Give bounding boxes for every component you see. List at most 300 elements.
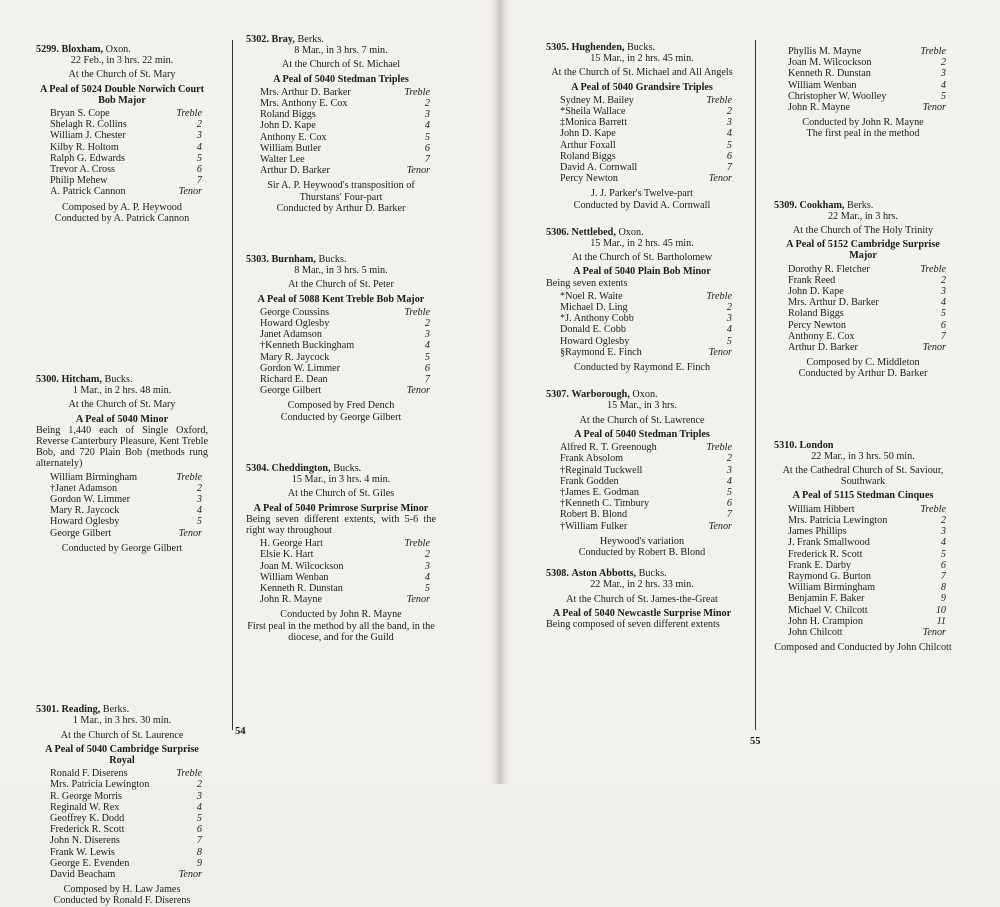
ringer-row xyxy=(788,91,946,102)
ringer-row xyxy=(560,151,732,162)
bell-number: 6 xyxy=(196,164,202,176)
bell-number: Treble xyxy=(176,768,202,780)
ringer-list xyxy=(36,472,208,539)
record-note: Conducted by David A. Cornwall xyxy=(573,199,711,211)
record-date: 15 Mar., in 3 hrs. xyxy=(607,400,677,412)
ringer-row xyxy=(260,374,430,385)
ringer-name: Kenneth R. Dunstan xyxy=(260,582,343,594)
peal-title: A Peal of 5152 Cambridge Surprise Major xyxy=(786,239,940,262)
ringer-name: Howard Oglesby xyxy=(260,318,330,330)
ringer-name: David Beacham xyxy=(50,868,116,880)
record-number: 5309. xyxy=(774,199,797,211)
bell-number: 7 xyxy=(196,175,202,187)
record-date: 8 Mar., in 3 hrs. 5 min. xyxy=(294,265,388,277)
ringer-name: David A. Cornwall xyxy=(560,162,638,174)
ringer-name: Kilby R. Holtom xyxy=(50,141,119,153)
bell-number: 4 xyxy=(940,79,946,91)
ringer-name: Mrs. Patricia Lewington xyxy=(50,779,150,791)
record-place: London xyxy=(799,439,834,451)
ringer-row xyxy=(260,165,430,176)
bell-number: 5 xyxy=(424,582,430,594)
ringer-name: §Raymond E. Finch xyxy=(560,346,642,358)
bell-number: 3 xyxy=(424,560,430,572)
ringer-row xyxy=(50,142,202,153)
ringer-row xyxy=(788,68,946,79)
ringer-row xyxy=(560,162,732,173)
peal-record xyxy=(774,440,952,654)
ringer-row xyxy=(788,286,946,297)
ringer-name: Trevor A. Cross xyxy=(50,164,116,176)
ringer-name: A. Patrick Cannon xyxy=(50,186,126,198)
bell-number: Treble xyxy=(404,538,430,550)
ringer-name: Frank Reed xyxy=(788,274,836,286)
ringer-name: H. George Hart xyxy=(260,538,323,550)
ringer-row xyxy=(788,320,946,331)
ringer-name: Arthur D. Barker xyxy=(788,342,858,354)
record-note: Composed by H. Law James xyxy=(63,884,181,896)
record-note: Conducted by Raymond E. Finch xyxy=(573,362,711,374)
bell-number: 3 xyxy=(424,109,430,121)
ringer-list xyxy=(246,307,436,397)
record-heading xyxy=(546,568,738,579)
ringer-name: Mrs. Arthur D. Barker xyxy=(260,86,351,98)
ringer-name: Christopher W. Woolley xyxy=(788,90,887,102)
ringer-row xyxy=(260,549,430,560)
bell-number: Treble xyxy=(706,442,732,454)
record-church: At the Church of St. Mary xyxy=(68,69,176,81)
peal-title: A Peal of 5040 Plain Bob Minor xyxy=(573,266,711,278)
ringer-row xyxy=(260,572,430,583)
record-place: Hughenden, xyxy=(571,42,625,53)
record-county: Bucks. xyxy=(626,42,655,53)
ringer-name: Philip Mehew xyxy=(50,175,108,187)
bell-number: 8 xyxy=(940,582,946,594)
bell-number: 2 xyxy=(196,119,202,131)
bell-number: 4 xyxy=(726,324,732,336)
record-date: 1 Mar., in 2 hrs. 48 min. xyxy=(72,385,172,397)
ringer-row xyxy=(560,95,732,106)
record-heading xyxy=(546,227,738,238)
ringer-name: Mrs. Anthony E. Cox xyxy=(260,98,348,110)
bell-number: 7 xyxy=(726,509,732,521)
peal-record xyxy=(36,44,208,224)
ringer-row xyxy=(260,143,430,154)
ringer-row xyxy=(50,472,202,483)
ringer-row xyxy=(50,153,202,164)
ringer-row xyxy=(788,297,946,308)
ringer-name: Mary R. Jaycock xyxy=(260,351,330,363)
bell-number: Treble xyxy=(176,108,202,120)
ringer-name: †Kenneth Buckingham xyxy=(260,340,355,352)
record-heading xyxy=(546,42,738,53)
ringer-name: John R. Mayne xyxy=(260,594,322,606)
ringer-name: Phyllis M. Mayne xyxy=(788,46,862,57)
record-note: First peal in the method by all the band, in the diocese, and for the Guild xyxy=(247,620,435,643)
ringer-name: Richard E. Dean xyxy=(260,374,328,386)
record-note: Composed by C. Middleton xyxy=(806,357,920,369)
ringer-name: Elsie K. Hart xyxy=(260,549,314,561)
ringer-row xyxy=(560,465,732,476)
bell-number: 2 xyxy=(424,318,430,330)
ringer-name: *J. Anthony Cobb xyxy=(560,313,634,325)
record-church: At the Church of St. Bartholomew xyxy=(571,252,713,264)
ringer-name: Frederick R. Scott xyxy=(788,548,863,560)
bell-number: 5 xyxy=(726,139,732,151)
bell-number: Tenor xyxy=(178,527,202,539)
bell-number: 4 xyxy=(424,340,430,352)
peal-title: A Peal of 5040 Newcastle Surprise Minor xyxy=(552,607,732,619)
record-date: 22 Feb., in 3 hrs. 22 min. xyxy=(70,55,174,67)
peal-title: A Peal of 5040 Stedman Triples xyxy=(273,73,409,85)
ringer-name: John R. Mayne xyxy=(788,102,850,114)
ringer-name: †Kenneth C. Timbury xyxy=(560,498,650,510)
ringer-name: William Wenban xyxy=(788,79,857,91)
bell-number: Treble xyxy=(706,290,732,302)
record-note: Composed and Conducted by John Chilcott xyxy=(774,642,952,654)
record-county: Berks. xyxy=(847,199,874,211)
bell-number: 4 xyxy=(726,475,732,487)
record-church: At the Church of St. James-the-Great xyxy=(566,593,718,605)
record-note: Conducted by Arthur D. Barker xyxy=(798,368,928,380)
ringer-row xyxy=(788,605,946,616)
bell-number: 4 xyxy=(940,297,946,309)
ringer-row xyxy=(560,476,732,487)
record-date: 15 Mar., in 2 hrs. 45 min. xyxy=(590,53,694,65)
ringer-name: Geoffrey K. Dodd xyxy=(50,812,125,824)
ringer-name: Mrs. Arthur D. Barker xyxy=(788,297,879,309)
ringer-name: Gordon W. Limmer xyxy=(50,494,131,506)
ringer-name: George Gilbert xyxy=(50,527,112,539)
bell-number: 2 xyxy=(726,453,732,465)
ringer-name: John D. Kape xyxy=(560,128,616,140)
ringer-row xyxy=(50,494,202,505)
record-number: 5299. xyxy=(36,44,59,55)
bell-number: 5 xyxy=(424,131,430,143)
bell-number: Treble xyxy=(920,263,946,275)
ringer-row xyxy=(260,561,430,572)
record-note: Composed by Fred Dench xyxy=(287,400,395,412)
record-place: Burnham, xyxy=(271,254,316,266)
bell-number: 3 xyxy=(196,130,202,142)
ringer-row xyxy=(788,57,946,68)
record-place: Bray, xyxy=(271,34,295,45)
record-church: At the Church of St. Laurence xyxy=(60,729,184,741)
peal-description: Being composed of seven different extents xyxy=(546,618,720,630)
bell-number: 2 xyxy=(726,106,732,118)
ringer-list xyxy=(546,95,738,185)
peal-record xyxy=(36,374,208,554)
ringer-row xyxy=(50,175,202,186)
record-heading xyxy=(774,200,952,211)
ringer-row xyxy=(260,154,430,165)
record-note: Conducted by Robert B. Blond xyxy=(578,546,706,558)
ringer-name: Benjamin F. Baker xyxy=(788,593,865,605)
bell-number: Treble xyxy=(176,471,202,483)
peal-title: A Peal of 5040 Grandsire Triples xyxy=(571,81,713,93)
bell-number: Tenor xyxy=(178,186,202,198)
ringer-row xyxy=(560,128,732,139)
record-church: At the Church of St. Giles xyxy=(287,488,395,500)
record-note: Conducted by John R. Mayne xyxy=(802,117,924,129)
record-number: 5308. xyxy=(546,568,569,580)
ringer-name: †Reginald Tuckwell xyxy=(560,464,643,476)
record-county: Berks. xyxy=(102,704,130,716)
ringer-row xyxy=(560,347,732,358)
record-date: 22 Mar., in 3 hrs. 50 min. xyxy=(811,450,915,462)
record-date: 15 Mar., in 3 hrs. 4 min. xyxy=(291,474,391,486)
ringer-row xyxy=(50,186,202,197)
ringer-row xyxy=(50,869,202,880)
bell-number: 5 xyxy=(940,90,946,102)
peal-record xyxy=(246,34,436,214)
ringer-row xyxy=(560,509,732,520)
bell-number: 2 xyxy=(940,514,946,526)
ringer-row xyxy=(788,560,946,571)
ringer-row xyxy=(560,498,732,509)
ringer-name: Anthony E. Cox xyxy=(260,131,327,143)
bell-number: Tenor xyxy=(406,385,430,397)
record-heading xyxy=(774,440,952,451)
ringer-list xyxy=(36,108,208,198)
bell-number: 7 xyxy=(940,570,946,582)
ringer-row xyxy=(788,331,946,342)
bell-number: 7 xyxy=(940,330,946,342)
bell-number: 2 xyxy=(940,57,946,69)
ringer-name: R. George Morris xyxy=(50,790,122,802)
ringer-name: Bryan S. Cope xyxy=(50,108,110,120)
bell-number: Treble xyxy=(404,306,430,318)
record-church: At the Church of St. Michael and All Angels xyxy=(551,67,733,79)
ringer-row xyxy=(788,102,946,113)
ringer-name: Joan M. Wilcockson xyxy=(260,560,344,572)
bell-number: Tenor xyxy=(922,342,946,354)
bell-number: Treble xyxy=(404,86,430,98)
ringer-row xyxy=(260,87,430,98)
bell-number: 3 xyxy=(940,526,946,538)
column-4 xyxy=(774,44,952,653)
bell-number: 3 xyxy=(196,790,202,802)
ringer-row xyxy=(788,549,946,560)
peal-title: A Peal of 5024 Double Norwich Court Bob Major xyxy=(39,83,205,106)
ringer-name: Percy Newton xyxy=(788,319,846,331)
ringer-name: Michael D. Ling xyxy=(560,302,628,314)
ringer-name: William Wenban xyxy=(260,571,329,583)
record-note: Conducted by George Gilbert xyxy=(61,542,183,554)
ringer-row xyxy=(560,324,732,335)
ringer-row xyxy=(50,835,202,846)
ringer-name: Walter Lee xyxy=(260,154,305,166)
ringer-name: William Birmingham xyxy=(788,582,876,594)
bell-number: 2 xyxy=(196,779,202,791)
ringer-name: †Janet Adamson xyxy=(50,482,118,494)
ringer-row xyxy=(50,483,202,494)
record-note: Conducted by Ronald F. Diserens xyxy=(53,895,191,907)
bell-number: 2 xyxy=(940,274,946,286)
record-number: 5310. xyxy=(774,439,797,451)
record-date: 8 Mar., in 3 hrs. 7 min. xyxy=(294,45,388,57)
record-heading xyxy=(36,44,208,55)
record-note: Conducted by Arthur D. Barker xyxy=(276,202,406,214)
ringer-row xyxy=(560,442,732,453)
bell-number: Tenor xyxy=(708,346,732,358)
record-number: 5304. xyxy=(246,462,269,474)
ringer-row xyxy=(560,106,732,117)
ringer-row xyxy=(50,779,202,790)
ringer-row xyxy=(260,583,430,594)
ringer-list xyxy=(774,264,952,354)
bell-number: 8 xyxy=(196,846,202,858)
record-number: 5303. xyxy=(246,254,269,266)
ringer-row xyxy=(50,824,202,835)
bell-number: 10 xyxy=(935,604,946,616)
record-note: Conducted by A. Patrick Cannon xyxy=(54,212,190,224)
bell-number: 2 xyxy=(424,98,430,110)
peal-record xyxy=(774,46,952,140)
bell-number: Treble xyxy=(706,94,732,106)
record-place: Cookham, xyxy=(799,199,845,211)
ringer-name: ‡Monica Barrett xyxy=(560,117,628,129)
record-date: 1 Mar., in 3 hrs. 30 min. xyxy=(72,715,172,727)
record-church: At the Church of The Holy Trinity xyxy=(792,225,934,237)
bell-number: 9 xyxy=(940,593,946,605)
ringer-row xyxy=(560,117,732,128)
ringer-name: William Butler xyxy=(260,142,321,154)
ringer-name: John D. Kape xyxy=(260,120,316,132)
ringer-name: Joan M. Wilcockson xyxy=(788,57,872,69)
record-number: 5301. xyxy=(36,704,59,716)
ringer-row xyxy=(788,616,946,627)
ringer-name: Dorothy R. Fletcher xyxy=(788,263,870,275)
ringer-name: John D. Kape xyxy=(788,286,844,298)
ringer-name: Michael V. Chilcott xyxy=(788,604,868,616)
ringer-name: George E. Evenden xyxy=(50,857,130,869)
ringer-name: *Noel R. Waite xyxy=(560,290,623,302)
ringer-name: Howard Oglesby xyxy=(50,516,120,528)
ringer-row xyxy=(260,594,430,605)
ringer-row xyxy=(260,98,430,109)
bell-number: Tenor xyxy=(406,594,430,606)
bell-number: 9 xyxy=(196,857,202,869)
record-date: 22 Mar., in 2 hrs. 33 min. xyxy=(590,579,694,591)
record-number: 5302. xyxy=(246,34,269,45)
bell-number: 3 xyxy=(940,68,946,80)
ringer-row xyxy=(788,342,946,353)
ringer-name: J. Frank Smallwood xyxy=(788,537,870,549)
record-number: 5300. xyxy=(36,374,59,386)
bell-number: 6 xyxy=(940,559,946,571)
book-spine xyxy=(490,0,510,784)
ringer-name: †James E. Godman xyxy=(560,486,639,498)
bell-number: Tenor xyxy=(708,520,732,532)
peal-description: Being seven different extents, with 5-6 the right way throughout xyxy=(246,513,436,536)
bell-number: Tenor xyxy=(922,626,946,638)
peal-description: Being seven extents xyxy=(546,277,628,289)
bell-number: 2 xyxy=(196,482,202,494)
record-note: Conducted by John R. Mayne xyxy=(280,609,402,621)
bell-number: 7 xyxy=(196,835,202,847)
bell-number: 5 xyxy=(940,308,946,320)
record-note: Conducted by George Gilbert xyxy=(280,411,402,423)
record-date: 15 Mar., in 2 hrs. 45 min. xyxy=(590,238,694,250)
bell-number: 3 xyxy=(726,313,732,325)
bell-number: 6 xyxy=(424,362,430,374)
bell-number: 5 xyxy=(196,516,202,528)
record-number: 5306. xyxy=(546,226,569,238)
ringer-name: *Sheila Wallace xyxy=(560,106,626,118)
bell-number: 4 xyxy=(940,537,946,549)
page-number-left: 54 xyxy=(235,726,246,737)
ringer-row xyxy=(50,119,202,130)
peal-title: A Peal of 5040 Primrose Surprise Minor xyxy=(253,502,429,514)
ringer-row xyxy=(788,80,946,91)
ringer-row xyxy=(50,130,202,141)
record-county: Bucks. xyxy=(333,462,362,474)
bell-number: Treble xyxy=(920,46,946,57)
ringer-row xyxy=(788,264,946,275)
peal-record xyxy=(246,463,436,643)
ringer-row xyxy=(788,627,946,638)
ringer-name: Mrs. Patricia Lewington xyxy=(788,514,888,526)
bell-number: 7 xyxy=(726,162,732,174)
ringer-name: Roland Biggs xyxy=(260,109,316,121)
peal-record xyxy=(546,42,738,211)
ringer-row xyxy=(50,505,202,516)
ringer-name: Mary R. Jaycock xyxy=(50,505,120,517)
page-number-right: 55 xyxy=(750,736,761,747)
ringer-name: Reginald W. Rex xyxy=(50,801,120,813)
record-church: At the Church of St. Peter xyxy=(288,279,394,291)
record-heading xyxy=(36,374,208,385)
record-place: Bloxham, xyxy=(61,44,104,55)
peal-title: A Peal of 5115 Stedman Cinques xyxy=(792,490,934,502)
ringer-row xyxy=(788,582,946,593)
ringer-row xyxy=(50,164,202,175)
ringer-row xyxy=(50,802,202,813)
ringer-name: John Chilcott xyxy=(788,626,843,638)
record-place: Aston Abbotts, xyxy=(571,568,637,580)
bell-number: 4 xyxy=(424,120,430,132)
ringer-row xyxy=(788,515,946,526)
ringer-name: Janet Adamson xyxy=(260,329,322,341)
column-rule-left xyxy=(232,40,233,730)
ringer-name: Raymond G. Burton xyxy=(788,570,871,582)
bell-number: Tenor xyxy=(708,173,732,185)
ringer-name: Arthur D. Barker xyxy=(260,165,330,177)
ringer-name: Frank W. Lewis xyxy=(50,846,115,858)
record-note: J. J. Parker's Twelve-part xyxy=(591,188,693,200)
ringer-row xyxy=(50,791,202,802)
ringer-name: Gordon W. Limmer xyxy=(260,362,341,374)
ringer-row xyxy=(260,363,430,374)
ringer-row xyxy=(560,291,732,302)
ringer-list xyxy=(246,87,436,177)
ringer-row xyxy=(50,813,202,824)
record-place: Warborough, xyxy=(571,389,630,401)
peal-description: Being 1,440 each of Single Oxford, Reverse Canterbury Pleasure, Kent Treble Bob, and 720 Plain Bob (methods rung alternately) xyxy=(36,424,208,470)
ringer-row xyxy=(260,109,430,120)
column-rule-right xyxy=(755,40,756,730)
bell-number: 4 xyxy=(196,141,202,153)
ringer-row xyxy=(788,526,946,537)
bell-number: 7 xyxy=(424,374,430,386)
ringer-name: Howard Oglesby xyxy=(560,335,630,347)
ringer-name: Arthur Foxall xyxy=(560,139,616,151)
ringer-row xyxy=(260,352,430,363)
record-heading xyxy=(246,34,436,45)
bell-number: 6 xyxy=(726,150,732,162)
ringer-row xyxy=(788,504,946,515)
ringer-row xyxy=(50,768,202,779)
